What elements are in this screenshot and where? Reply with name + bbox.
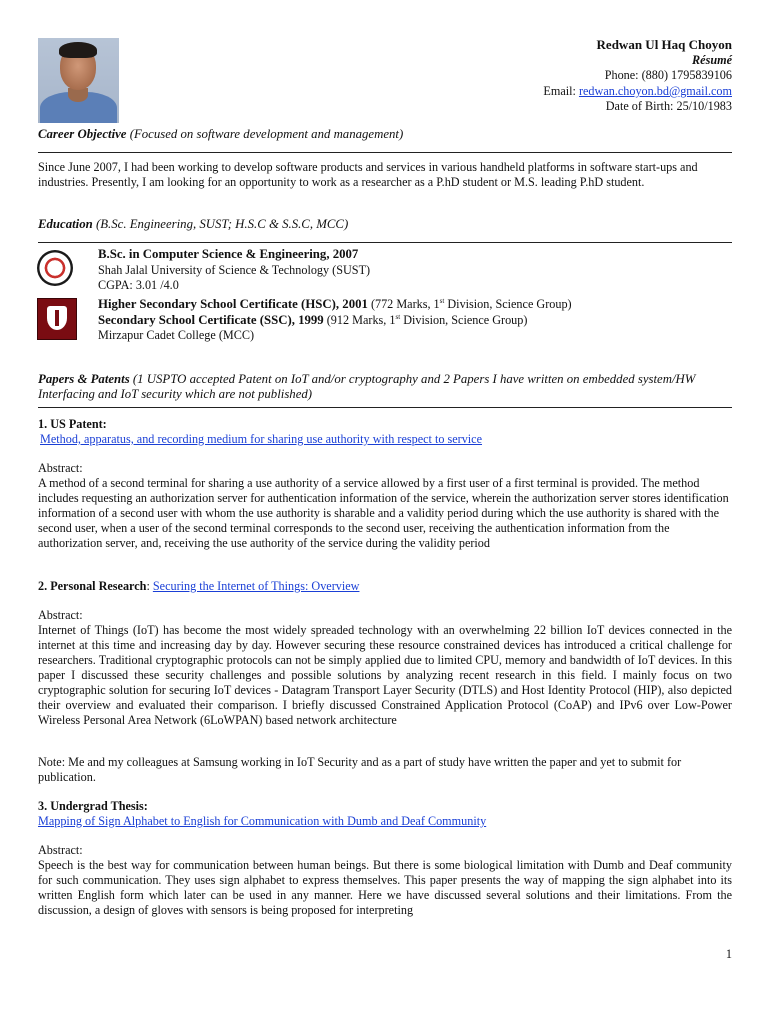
thesis-abstract-label: Abstract: <box>38 843 83 857</box>
email-label: Email: <box>543 83 579 98</box>
thesis-link-line <box>38 814 732 829</box>
patent-head <box>38 417 732 432</box>
research-note: Note: Me and my colleagues at Samsung working in IoT Security and as a part of study have written the paper and yet to submit for publication. <box>38 755 682 784</box>
patent-title: 1. US Patent: <box>38 417 107 431</box>
career-title: Career Objective <box>38 127 127 141</box>
mcc-logo <box>37 298 77 340</box>
patent-link[interactable]: Method, apparatus, and recording medium for sharing use authority with respect to service <box>40 432 483 446</box>
page-number: 1 <box>725 947 732 961</box>
hsc-title: Higher Secondary School Certificate (HSC), 2001 <box>98 297 368 311</box>
ssc-line <box>98 313 572 329</box>
papers-heading <box>38 372 732 402</box>
thesis-abstract: Speech is the best way for communication between human beings. But there is some biological limitation with Dumb and Deaf community for such communication. They uses sign alphabet to express themselves. This paper presents the way of mapping the sign alphabet into its written English form which later can be used in any manner. Here we have discussed several solutions and their limitations. From the discussion, a design of gloves with sensors is being proposed for interpreting <box>38 858 732 917</box>
thesis-head <box>38 799 732 814</box>
education-subtitle: (B.Sc. Engineering, SUST; H.S.C & S.S.C, MCC) <box>95 217 349 231</box>
thesis-link[interactable]: Mapping of Sign Alphabet to English for Communication with Dumb and Deaf Community <box>38 814 487 828</box>
research-title: 2. Personal Research <box>38 579 147 593</box>
bsc-cgpa: CGPA: 3.01 /4.0 <box>98 278 179 293</box>
person-name: Redwan Ul Haq Choyon <box>596 37 732 52</box>
education-divider <box>38 242 732 243</box>
bsc-title: B.Sc. in Computer Science & Engineering, 2007 <box>98 247 359 261</box>
school-entry <box>98 297 572 344</box>
hsc-marks: (772 Marks, 1 <box>367 297 440 311</box>
education-title: Education <box>38 217 93 231</box>
email-line <box>543 84 732 100</box>
contact-block <box>543 37 732 115</box>
career-divider <box>38 152 732 153</box>
photo-hair <box>59 42 97 58</box>
ssc-marks: (912 Marks, 1 <box>323 312 396 327</box>
career-text: Since June 2007, I had been working to develop software products and services in various handheld platforms in software start-ups and industries. Presently, I am looking for an opportunity to work as a researcher as a P.hD student or M.S. leading P.hD student. <box>38 160 698 189</box>
research-colon: : <box>146 579 153 593</box>
bsc-entry <box>98 247 370 294</box>
mcc-emblem <box>55 310 59 326</box>
patent-abstract-label: Abstract: <box>38 461 83 475</box>
research-abstract-label: Abstract: <box>38 608 83 622</box>
hsc-sup: st <box>439 296 445 305</box>
resume-label: Résumé <box>692 52 732 67</box>
papers-subtitle: (1 USPTO accepted Patent on IoT and/or cryptography and 2 Papers I have written on embedded system/HW Interfacing and IoT security which are not published) <box>38 372 696 401</box>
ssc-sup: st <box>395 312 401 321</box>
bsc-school: Shah Jalal University of Science & Technology (SUST) <box>98 262 371 277</box>
thesis-title: 3. Undergrad Thesis: <box>38 799 148 813</box>
profile-photo <box>38 38 119 123</box>
sust-logo <box>37 250 73 286</box>
patent-link-line <box>40 432 734 447</box>
dob-line: Date of Birth: 25/10/1983 <box>605 99 732 114</box>
research-abstract: Internet of Things (IoT) has become the most widely spreaded technology with an overwhelming 22 billion IoT devices connected in the internet at this time and increasing day by day. However securing these resource constrained devices has introduced a critical challenge for researchers. Traditional cryptographic protocols can not be simply applied due to limited CPU, memory and bandwidth of IoT devices. In this paper I discussed these security challenges and possible solutions by analyzing recent research in this field. I mainly focus on two cryptographic solution for securing IoT devices - Datagram Transport Layer Security (DTLS) and Host Identity Protocol (HIP), also depicted their overview and evaluated their comparison. I briefly discussed Constrained Application Protocol (CoAP) and IPv6 over Low-Power Wireless Personal Area Network (6LoWPAN) based network architecture <box>38 623 732 727</box>
email-link[interactable]: redwan.choyon.bd@gmail.com <box>578 83 732 98</box>
college-name: Mirzapur Cadet College (MCC) <box>98 328 255 343</box>
photo-neck <box>68 88 88 102</box>
hsc-line <box>98 297 572 313</box>
ssc-title: Secondary School Certificate (SSC), 1999 <box>98 312 324 327</box>
education-heading <box>38 217 348 232</box>
hsc-division: Division, Science Group) <box>444 297 572 311</box>
career-heading <box>38 127 403 142</box>
papers-divider <box>38 407 732 408</box>
patent-abstract: A method of a second terminal for sharing a use authority of a service allowed by a first user of a first terminal is provided. The method includes requesting an authorization server for authentication information of the service, wherein the authorization server stores identification information of a second user with whom the use authority is sharable and a validity period during which the use authority is shared with the second user, when a user of the second terminal corresponds to the second user, receiving the authentication information from the authorization server, and, receiving the use authority of the service during the validity period <box>38 476 729 550</box>
research-head-line <box>38 579 732 594</box>
papers-title: Papers & Patents <box>38 372 130 386</box>
research-link[interactable]: Securing the Internet of Things: Overview <box>152 579 360 593</box>
ssc-division: Division, Science Group) <box>400 312 528 327</box>
career-subtitle: (Focused on software development and management) <box>129 127 404 141</box>
phone-line: Phone: (880) 1795839106 <box>604 68 732 83</box>
